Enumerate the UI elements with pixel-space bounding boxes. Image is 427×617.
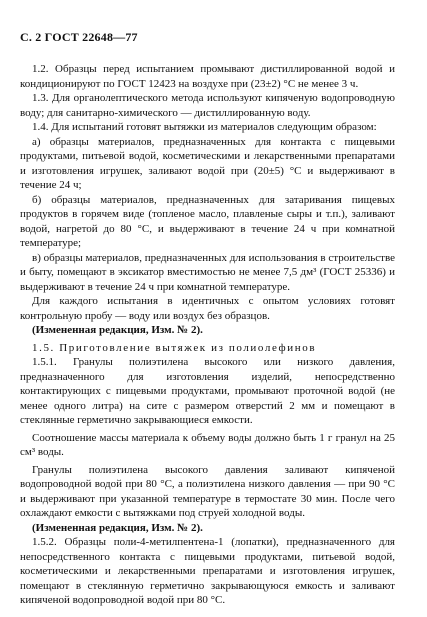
- paragraph-1-4-a: а) образцы материалов, предназначенных для контакта с пищевыми продуктами, питьевой водой, косметическими и лекарственными препаратами и изготовления игрушек, заливают водой при (20±5) °С и выдерживают в течение 24 ч;: [20, 135, 395, 191]
- document-body: [20, 62, 395, 608]
- paragraph-1-4-v: в) образцы материалов, предназначенных для использования в строительстве и быту, помещают в эксикатор вместимостью не менее 7,5 дм³ (ГОСТ 25336) и выдерживают в течение 24 ч при комнатной температуре.: [20, 251, 395, 293]
- amendment-note: (Измененная редакция, Изм. № 2).: [32, 521, 203, 534]
- paragraph-1-3: 1.3. Для органолептического метода используют кипяченую водопроводную воду; для санитарно-химического — дистиллированную воду.: [20, 92, 395, 119]
- paragraph-control-sample: Для каждого испытания в идентичных с опытом условиях готовят контрольную пробу — воду или воздух без образцов.: [20, 295, 395, 322]
- paragraph-1-4: 1.4. Для испытаний готовят вытяжки из материалов следующим образом:: [32, 121, 377, 133]
- page-header: С. 2 ГОСТ 22648—77: [20, 30, 138, 44]
- paragraph-1-2: 1.2. Образцы перед испытанием промывают дистиллированной водой и кондиционируют по ГОСТ 12423 на воздухе при (23±2) °С не менее 3 ч.: [20, 63, 395, 90]
- paragraph-1-4-b: б) образцы материалов, предназначенных для затаривания пищевых продуктов в горячем виде (топленое масло, плавленые сыры и т.п.), заливают водой, нагретой до 80 °С, и выдерживают в течение 24 ч при комнатной температуре;: [20, 193, 395, 249]
- paragraph-granules: Гранулы полиэтилена высокого давления заливают кипяченой водопроводной водой при 80 °С, а полиэтилена низкого давления — при 90 °С и выдерживают при указанной температуре в термостате 30 мин. После чего охлаждают емкости с вытяжками под струей холодной воды.: [20, 463, 395, 519]
- document-page: [20, 30, 395, 608]
- paragraph-1-5-2: 1.5.2. Образцы поли-4-метилпентена-1 (лопатки), предназначенного для непосредственного контакта с пищевыми продуктами, питьевой водой, косметическими и лекарственными препаратами и изготовления игрушек, помещают в стеклянную герметично закрывающуюся емкость и заливают кипяченой водопроводной водой при 80 °С.: [20, 536, 395, 606]
- paragraph-1-5-1: 1.5.1. Гранулы полиэтилена высокого или низкого давления, предназначенного для изготовления изделий, непосредственно контактирующих с пищевыми продуктами, промывают проточной водой (не менее одного литра) на сите с размером отверстий 2 мм и помещают в стеклянные герметично закрывающиеся емкости.: [20, 356, 395, 426]
- paragraph-ratio: Соотношение массы материала к объему воды должно быть 1 г гранул на 25 см³ воды.: [20, 431, 395, 458]
- amendment-note: (Измененная редакция, Изм. № 2).: [32, 324, 203, 336]
- section-1-5-heading: 1.5. Приготовление вытяжек из полиолефинов: [32, 341, 317, 354]
